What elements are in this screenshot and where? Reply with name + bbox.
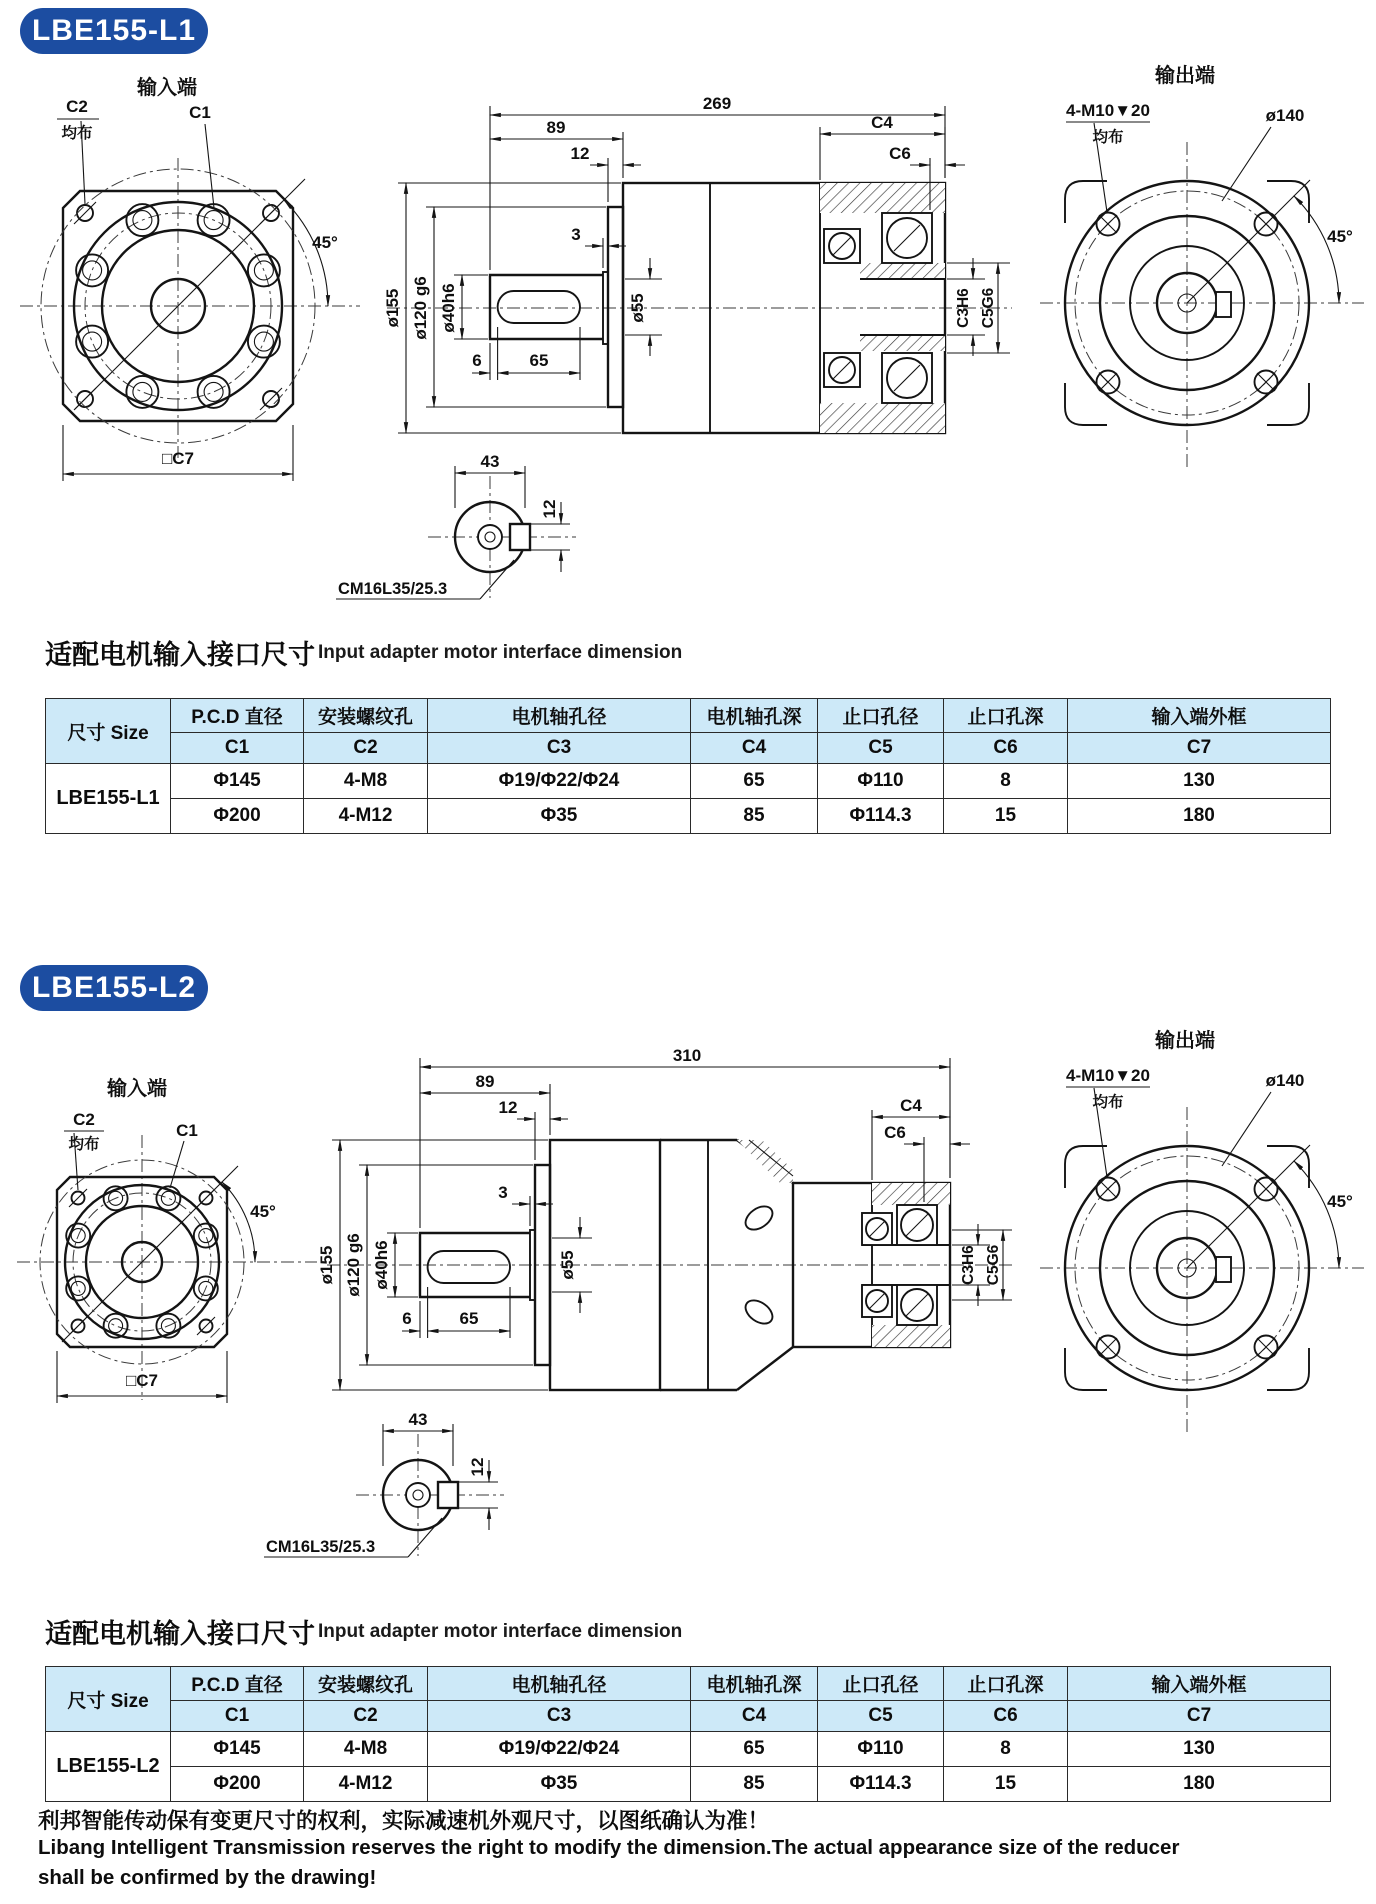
l2-input-end-view — [12, 1055, 322, 1435]
dia-140-label: ø140 — [1265, 106, 1305, 125]
overall-length-label: 310 — [672, 1046, 702, 1065]
c4-label: C4 — [900, 1096, 922, 1115]
input-shaft — [420, 1165, 550, 1365]
shaft-code-label: CM16L35/25.3 — [266, 1538, 376, 1556]
angle-label: 45° — [250, 1202, 276, 1221]
c2-label: C2 — [66, 97, 88, 116]
output-view-title: 输出端 — [1155, 65, 1215, 87]
value-cell: 8 — [944, 1732, 1068, 1767]
dim-12-label: 12 — [468, 1457, 487, 1477]
angle-label: 45° — [1327, 1192, 1353, 1211]
top-dimensions — [420, 1046, 950, 1228]
col-code-c2: C2 — [304, 1701, 428, 1732]
table-title-en: Input adapter motor interface dimension — [318, 642, 683, 663]
center-lines — [1040, 1107, 1364, 1435]
dia-55-label: ø55 — [628, 293, 647, 323]
value-cell: Φ110 — [818, 764, 944, 799]
col-header-c4: 电机轴孔深 — [691, 1667, 818, 1701]
center-lines — [1040, 142, 1364, 470]
dim-65-label: 65 — [459, 1309, 479, 1328]
key — [510, 524, 530, 550]
dim-89-label: 89 — [546, 118, 566, 137]
value-cell: Φ35 — [428, 1767, 691, 1802]
col-code-c4: C4 — [691, 733, 818, 764]
center-hole — [406, 1483, 430, 1507]
col-code-c5: C5 — [818, 1701, 944, 1732]
angle-label: 45° — [312, 233, 338, 252]
col-header-c3: 电机轴孔径 — [428, 699, 691, 733]
l2-output-end-view — [1028, 1015, 1376, 1447]
c6-label: C6 — [884, 1123, 906, 1142]
bore-dimension — [625, 258, 662, 356]
key-dimension — [530, 500, 570, 572]
value-cell: Φ35 — [428, 799, 691, 834]
value-cell: Φ145 — [171, 764, 304, 799]
key-dimension — [458, 1458, 498, 1530]
input-shaft — [490, 207, 623, 407]
disclaimer-en-line1: Libang Intelligent Transmission reserves the right to modify the dimension.The actual appearance size of the reducer — [38, 1836, 1180, 1859]
model-badge-l2 — [20, 965, 208, 1011]
value-cell: 180 — [1068, 799, 1331, 834]
value-cell: 65 — [691, 1732, 818, 1767]
l1-shaft-detail-view — [318, 438, 608, 613]
shaft-code-label: CM16L35/25.3 — [338, 580, 448, 598]
size-header-cell: 尺寸 Size — [46, 699, 171, 764]
dim-12-label: 12 — [570, 144, 590, 163]
dim-12-label: 12 — [498, 1098, 518, 1117]
angle-annotation — [222, 1182, 276, 1262]
value-cell: 4-M12 — [304, 1767, 428, 1802]
col-code-c6: C6 — [944, 1701, 1068, 1732]
table-title-en: Input adapter motor interface dimension — [318, 1621, 683, 1642]
value-cell: 8 — [944, 764, 1068, 799]
model-badge-l1 — [20, 8, 208, 54]
dimension-table-l2 — [45, 1666, 1331, 1802]
dia140-leader — [1222, 106, 1304, 201]
col-code-c2: C2 — [304, 733, 428, 764]
size-header-cell: 尺寸 Size — [46, 1667, 171, 1732]
dia-155-label: ø155 — [317, 1245, 336, 1285]
c2-label: C2 — [73, 1110, 95, 1129]
bolt-leader — [1066, 101, 1150, 212]
col-code-c6: C6 — [944, 733, 1068, 764]
col-code-c3: C3 — [428, 1701, 691, 1732]
value-cell: 65 — [691, 764, 818, 799]
dia-120-label: ø120 g6 — [411, 276, 430, 340]
value-cell: Φ114.3 — [818, 799, 944, 834]
col-header-c1: P.C.D 直径 — [171, 699, 304, 733]
table-row — [46, 764, 1331, 799]
l1-output-end-view — [1028, 50, 1376, 482]
table-row — [46, 1732, 1331, 1767]
dia-55-label: ø55 — [558, 1250, 577, 1280]
l2-shaft-detail-view — [246, 1396, 536, 1571]
c5g6-label: C5G6 — [980, 287, 997, 329]
c3h6-label: C3H6 — [960, 1245, 977, 1285]
col-code-c3: C3 — [428, 733, 691, 764]
dim-6-label: 6 — [402, 1309, 412, 1328]
disclaimer-zh: 利邦智能传动保有变更尺寸的权利，实际减速机外观尺寸，以图纸确认为准！ — [38, 1809, 770, 1833]
value-cell: Φ145 — [171, 1732, 304, 1767]
center-hole — [478, 525, 502, 549]
c2-leader — [57, 97, 99, 204]
c4-label: C4 — [871, 113, 893, 132]
dia-155-label: ø155 — [383, 288, 402, 328]
c3h6-label: C3H6 — [955, 288, 972, 328]
value-cell: 180 — [1068, 1767, 1331, 1802]
dim-3-label: 3 — [498, 1183, 508, 1202]
angle-annotation — [1294, 1161, 1353, 1268]
col-code-c4: C4 — [691, 1701, 818, 1732]
value-cell: 85 — [691, 1767, 818, 1802]
c2-sub-label: 均布 — [68, 1136, 100, 1153]
table-row — [46, 1767, 1331, 1802]
col-header-c4: 电机轴孔深 — [691, 699, 818, 733]
c1-label: C1 — [189, 103, 211, 122]
bolt-sub-label: 均布 — [1092, 129, 1124, 146]
dim-65-label: 65 — [529, 351, 549, 370]
bottom-dimensions — [402, 1287, 510, 1338]
col-header-c7: 输入端外框 — [1068, 699, 1331, 733]
dim-43-label: 43 — [480, 452, 500, 471]
key — [438, 1482, 458, 1508]
center-lines — [17, 1135, 317, 1400]
col-code-c7: C7 — [1068, 1701, 1331, 1732]
col-header-c6: 止口孔深 — [944, 1667, 1068, 1701]
bottom-dimensions — [472, 327, 580, 380]
dia-140-label: ø140 — [1265, 1071, 1305, 1090]
col-header-c2: 安装螺纹孔 — [304, 1667, 428, 1701]
value-cell: 4-M8 — [304, 764, 428, 799]
c1-leader — [189, 103, 214, 208]
c2-sub-label: 均布 — [61, 125, 93, 142]
disclaimer-en-line2: shall be confirmed by the drawing! — [38, 1866, 377, 1889]
table-title-zh: 适配电机输入接口尺寸 — [45, 1619, 315, 1649]
angle-annotation — [1294, 196, 1353, 303]
code-leader — [336, 560, 514, 599]
c1-label: C1 — [176, 1121, 198, 1140]
bolt-sub-label: 均布 — [1092, 1094, 1124, 1111]
row-label-cell: LBE155-L2 — [46, 1732, 171, 1802]
table-title-zh: 适配电机输入接口尺寸 — [45, 640, 315, 670]
c5g6-label: C5G6 — [985, 1244, 1002, 1286]
output-view-title: 输出端 — [1155, 1030, 1215, 1052]
col-code-c7: C7 — [1068, 733, 1331, 764]
dia140-leader — [1222, 1071, 1304, 1166]
dim-12-label: 12 — [540, 499, 559, 519]
table-row — [46, 799, 1331, 834]
col-header-c5: 止口孔径 — [818, 1667, 944, 1701]
angle-label: 45° — [1327, 227, 1353, 246]
col-header-c2: 安装螺纹孔 — [304, 699, 428, 733]
c6-label: C6 — [889, 144, 911, 163]
frame-dim-label: □C7 — [162, 449, 194, 468]
col-code-c1: C1 — [171, 733, 304, 764]
value-cell: Φ200 — [171, 1767, 304, 1802]
value-cell: Φ19/Φ22/Φ24 — [428, 1732, 691, 1767]
model-badge-label: LBE155-L2 — [31, 971, 197, 1004]
col-header-c5: 止口孔径 — [818, 699, 944, 733]
col-code-c5: C5 — [818, 733, 944, 764]
value-cell: 15 — [944, 799, 1068, 834]
value-cell: 85 — [691, 799, 818, 834]
dim-43-label: 43 — [408, 1410, 428, 1429]
input-view-title: 输入端 — [107, 1078, 167, 1100]
bolt-spec-label: 4-M10▼20 — [1066, 1066, 1150, 1085]
bolt-leader — [1066, 1066, 1150, 1177]
dimension-table-l1 — [45, 698, 1331, 834]
value-cell: 130 — [1068, 764, 1331, 799]
dia-40-label: ø40h6 — [439, 283, 458, 333]
input-view-title: 输入端 — [137, 77, 197, 99]
value-cell: 4-M8 — [304, 1732, 428, 1767]
frame-dim-label: □C7 — [126, 1371, 158, 1390]
col-header-c3: 电机轴孔径 — [428, 1667, 691, 1701]
value-cell: Φ19/Φ22/Φ24 — [428, 764, 691, 799]
code-leader — [264, 1518, 442, 1557]
col-code-c1: C1 — [171, 1701, 304, 1732]
col-header-c1: P.C.D 直径 — [171, 1667, 304, 1701]
dia-40-label: ø40h6 — [372, 1240, 391, 1290]
bolt-spec-label: 4-M10▼20 — [1066, 101, 1150, 120]
col-header-c6: 止口孔深 — [944, 699, 1068, 733]
model-badge-label: LBE155-L1 — [31, 14, 197, 47]
row-label-cell: LBE155-L1 — [46, 764, 171, 834]
dim-89-label: 89 — [475, 1072, 495, 1091]
overall-length-label: 269 — [702, 94, 732, 113]
value-cell: Φ110 — [818, 1732, 944, 1767]
dim-3-label: 3 — [571, 225, 581, 244]
dia-120-label: ø120 g6 — [344, 1233, 363, 1297]
dim-6-label: 6 — [472, 351, 482, 370]
value-cell: 130 — [1068, 1732, 1331, 1767]
value-cell: 4-M12 — [304, 799, 428, 834]
value-cell: 15 — [944, 1767, 1068, 1802]
l2-side-section-view — [312, 1038, 1012, 1458]
value-cell: Φ114.3 — [818, 1767, 944, 1802]
col-header-c7: 输入端外框 — [1068, 1667, 1331, 1701]
value-cell: Φ200 — [171, 799, 304, 834]
l1-input-end-view — [15, 58, 365, 506]
